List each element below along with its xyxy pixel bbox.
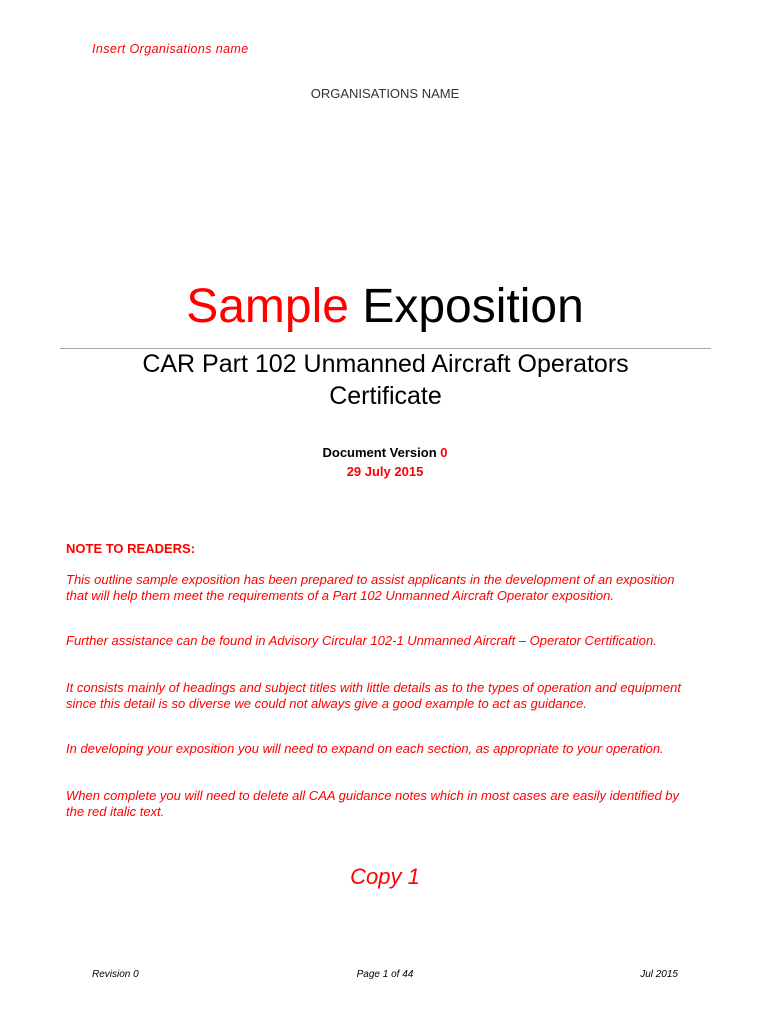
document-subtitle <box>60 348 711 412</box>
copy-number: Copy 1 <box>350 864 420 889</box>
note-paragraph: Further assistance can be found in Advisory Circular 102-1 Unmanned Aircraft – Operator Certification. <box>66 633 657 648</box>
subtitle-line-2: Certificate <box>329 382 442 410</box>
subtitle-line-1: CAR Part 102 Unmanned Aircraft Operators <box>142 350 629 378</box>
document-date: 29 July 2015 <box>346 464 424 479</box>
footer-date: Jul 2015 <box>640 969 678 980</box>
note-paragraph: In developing your exposition you will need to expand on each section, as appropriate to your operation. <box>66 741 664 756</box>
document-version-label: Document Version <box>322 445 437 460</box>
insert-organisation-placeholder: Insert Organisations name <box>92 42 249 56</box>
note-paragraph: When complete you will need to delete all CAA guidance notes which in most cases are easily identified by the red italic text. <box>66 788 680 819</box>
document-version-number: 0 <box>440 445 448 460</box>
document-version <box>0 445 770 460</box>
title-exposition-word: Exposition <box>362 280 584 333</box>
footer-revision: Revision 0 <box>92 969 139 980</box>
title-sample-word: Sample <box>186 280 349 333</box>
organisation-name: ORGANISATIONS NAME <box>310 86 460 101</box>
note-paragraph: It consists mainly of headings and subject titles with little details as to the types of operation and equipment since this detail is so diverse we could not always give a good example to act as guidance. <box>66 680 681 711</box>
note-heading: NOTE TO READERS: <box>66 541 196 556</box>
footer-page-number: Page 1 of 44 <box>356 969 414 980</box>
document-title <box>0 278 770 336</box>
note-paragraph: This outline sample exposition has been prepared to assist applicants in the development of an exposition that will help them meet the requirements of a Part 102 Unmanned Aircraft Operator exposition. <box>66 572 675 603</box>
